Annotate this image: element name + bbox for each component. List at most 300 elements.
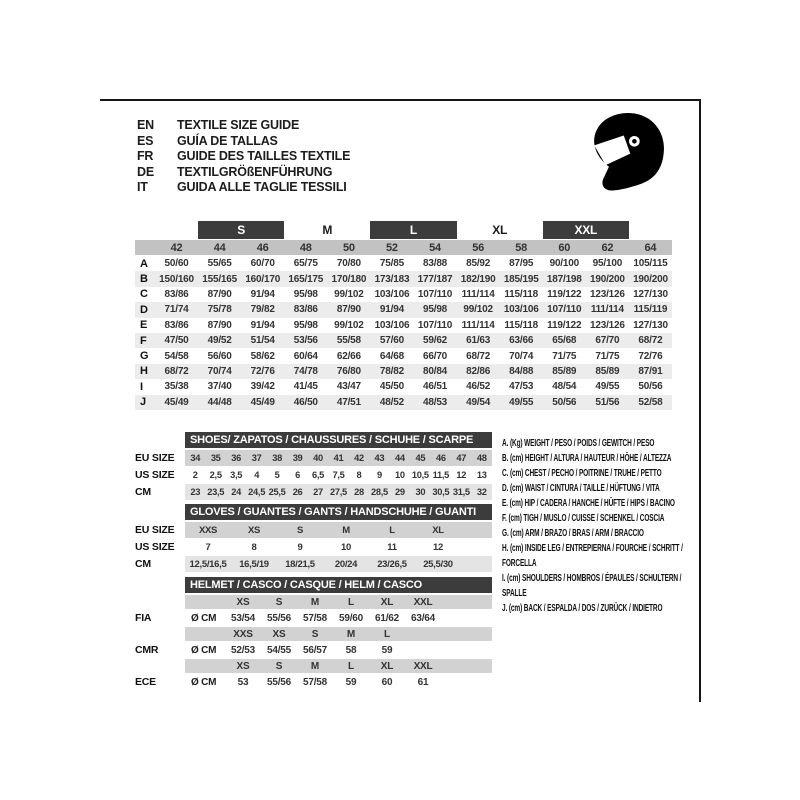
- helmet-size-cell: M: [310, 596, 320, 608]
- helmet-value-cell: 63/64: [410, 612, 436, 624]
- helmet-size-cell: XXL: [413, 596, 433, 608]
- measurement-cell: 62/66: [336, 350, 361, 362]
- measurement-cell: 90/100: [549, 258, 579, 270]
- value-cell: 31,5: [452, 487, 470, 497]
- shoes-table-rows: [135, 450, 493, 500]
- measurement-cell: 56/60: [207, 350, 232, 362]
- measurement-row: [135, 348, 672, 363]
- measurement-cell: 45/49: [164, 396, 189, 408]
- size-number-cell: 48: [299, 241, 312, 254]
- measurement-cell: 84/88: [509, 365, 534, 377]
- value-cell: 37: [251, 453, 262, 463]
- diameter-unit-label: Ø CM: [191, 644, 217, 656]
- helmet-value-cell: 55/56: [266, 612, 292, 624]
- row-label: C: [140, 288, 148, 301]
- group-spacer: [629, 221, 672, 239]
- helmet-size-cell: XXL: [413, 660, 433, 672]
- measurement-cell: 103/106: [374, 319, 410, 331]
- measurement-cell: 44/48: [207, 396, 232, 408]
- measurement-row: [135, 364, 672, 379]
- measurement-cell: 53/56: [293, 335, 318, 347]
- measurement-cell: 60/70: [250, 258, 275, 270]
- value-cell: 47: [456, 453, 467, 463]
- measurement-cell: 83/88: [423, 258, 448, 270]
- value-cell: 28,5: [370, 487, 388, 497]
- measurement-cell: 46/52: [466, 381, 491, 393]
- measurement-cell: 63/66: [509, 335, 534, 347]
- measurement-cell: 68/72: [164, 365, 189, 377]
- measurement-cell: 67/70: [595, 335, 620, 347]
- legend-item: D. (cm) WAIST / CINTURA / TAILLE / HÜFTUNG / VITA: [502, 482, 660, 494]
- value-cell: 26: [292, 487, 303, 497]
- helmet-size-cell: XS: [236, 596, 250, 608]
- measurement-cell: 50/56: [638, 381, 663, 393]
- value-cell: 7: [205, 541, 211, 553]
- value-cell: 28: [354, 487, 364, 497]
- legend-item: H. (cm) INSIDE LEG / ENTREPIERNA / FOURCHE / SCHRITT / FORCELLA: [502, 542, 683, 569]
- size-group-s: S: [198, 221, 284, 239]
- helmet-value-cell: 57/58: [302, 676, 328, 688]
- measurement-cell: 55/65: [207, 258, 232, 270]
- value-cell: 43: [374, 453, 385, 463]
- value-cell: 9: [297, 541, 303, 553]
- measurement-cell: 41/45: [293, 381, 318, 393]
- value-cell: 23: [190, 487, 201, 497]
- size-number-cell: 44: [213, 241, 226, 254]
- legend-item: A. (Kg) WEIGHT / PESO / POIDS / GEWITCH / PESO: [502, 437, 655, 449]
- value-cell: L: [389, 524, 395, 536]
- row-label: US SIZE: [135, 541, 175, 553]
- measurement-cell: 87/91: [638, 365, 663, 377]
- measurement-row: [135, 287, 672, 302]
- value-band: [185, 467, 492, 483]
- measurement-cell: 46/51: [423, 381, 448, 393]
- measurement-cell: 170/180: [331, 273, 367, 285]
- measurement-cell: 71/74: [164, 304, 189, 316]
- measurement-cell: 48/54: [552, 381, 577, 393]
- language-code: IT: [137, 180, 148, 195]
- row-label: CM: [135, 486, 151, 498]
- measurement-cell: 99/102: [463, 304, 493, 316]
- row-label: F: [140, 334, 147, 347]
- row-label: EU SIZE: [135, 524, 175, 536]
- value-cell: 40: [313, 453, 323, 463]
- helmet-value-band: [185, 642, 492, 658]
- value-cell: 9: [376, 470, 382, 480]
- helmet-value-cell: 55/56: [266, 676, 292, 688]
- helmet-value-cell: 60: [381, 676, 393, 688]
- measurement-cell: 91/94: [250, 319, 275, 331]
- measurement-cell: 95/98: [423, 304, 448, 316]
- diameter-unit-label: Ø CM: [191, 676, 217, 688]
- value-cell: 12: [456, 470, 467, 480]
- value-cell: 38: [272, 453, 282, 463]
- helmet-value-cell: 56/57: [302, 644, 328, 656]
- value-cell: XL: [432, 524, 444, 536]
- measurement-cell: 60/64: [293, 350, 318, 362]
- language-row: [137, 134, 350, 150]
- measurement-cell: 79/82: [250, 304, 275, 316]
- size-number-cell: 64: [644, 241, 657, 254]
- size-number-cell: 42: [170, 241, 183, 254]
- measurement-cell: 43/47: [336, 381, 361, 393]
- value-cell: 4: [254, 470, 260, 480]
- value-cell: M: [342, 524, 350, 536]
- measurement-cell: 46/50: [293, 396, 318, 408]
- value-cell: 7,5: [332, 470, 345, 480]
- measurement-cell: 68/72: [466, 350, 491, 362]
- measurement-cell: 115/118: [504, 288, 539, 300]
- textile-size-table: [135, 221, 672, 410]
- helmet-value-cell: 59/60: [338, 612, 364, 624]
- measurement-cell: 85/89: [595, 365, 620, 377]
- measurement-cell: 45/49: [250, 396, 275, 408]
- value-cell: 18/21,5: [285, 558, 315, 570]
- value-cell: 27,5: [330, 487, 347, 497]
- helmet-size-cell: XS: [236, 660, 250, 672]
- standard-label: ECE: [135, 676, 156, 688]
- language-title: GUIDE DES TAILLES TEXTILE: [177, 149, 351, 164]
- measurement-cell: 76/80: [336, 365, 361, 377]
- language-title: TEXTILGRÖßENFÜHRUNG: [177, 164, 333, 179]
- measurement-cell: 50/60: [164, 258, 189, 270]
- helmet-size-cell: S: [275, 596, 283, 608]
- value-cell: 32: [476, 487, 487, 497]
- measurement-cell: 87/90: [207, 288, 232, 300]
- helmet-value-cell: 52/53: [230, 644, 256, 656]
- measurement-cell: 45/50: [379, 381, 404, 393]
- value-cell: 2,5: [209, 470, 222, 480]
- value-cell: 42: [354, 453, 364, 463]
- value-cell: 12: [433, 541, 443, 553]
- measurement-cell: 103/106: [374, 288, 410, 300]
- measurement-cell: 57/60: [379, 335, 404, 347]
- size-number-cell: 46: [256, 241, 269, 254]
- value-band: [185, 484, 492, 500]
- measurement-cell: 123/126: [589, 319, 625, 331]
- measurement-cell: 87/90: [207, 319, 232, 331]
- size-number-cell: 54: [429, 241, 441, 254]
- row-label: A: [140, 257, 148, 270]
- measurement-cell: 95/98: [293, 319, 318, 331]
- measurement-cell: 127/130: [633, 288, 668, 300]
- measurement-cell: 85/92: [466, 258, 491, 270]
- measurement-cell: 190/200: [589, 273, 625, 285]
- size-row: [135, 484, 493, 500]
- helmet-value-cell: 53: [237, 676, 249, 688]
- language-title: GUIDA ALLE TAGLIE TESSILI: [177, 180, 347, 195]
- value-cell: 25,5/30: [423, 558, 453, 570]
- legend-item: I. (cm) SHOULDERS / HOMBROS / ÉPAULES / SCHULTERN / SPALLE: [502, 572, 682, 599]
- value-cell: 36: [231, 453, 242, 463]
- value-band: [185, 539, 492, 555]
- measurement-cell: 91/94: [379, 304, 404, 316]
- measurement-cell: 185/195: [503, 273, 539, 285]
- gloves-table-title: GLOVES / GUANTES / GANTS / HANDSCHUHE / GUANTI: [185, 504, 492, 520]
- measurement-cell: 95/98: [293, 288, 318, 300]
- helmet-table-title: HELMET / CASCO / CASQUE / HELM / CASCO: [185, 577, 492, 593]
- measurement-cell: 70/74: [207, 365, 232, 377]
- value-cell: 46: [435, 453, 446, 463]
- value-cell: 10: [341, 541, 351, 553]
- helmet-size-band: [185, 659, 492, 673]
- language-title-list: [137, 118, 350, 196]
- value-cell: S: [296, 524, 304, 536]
- measurement-cell: 99/102: [334, 288, 364, 300]
- language-code: DE: [137, 164, 154, 179]
- legend-item: B. (cm) HEIGHT / ALTURA / HAUTEUR / HÖHE / ALTEZZA: [502, 452, 672, 464]
- measurement-cell: 72/76: [250, 365, 275, 377]
- legend-item: C. (cm) CHEST / PECHO / POITRINE / TRUHE / PETTO: [502, 467, 662, 479]
- helmet-size-cell: XS: [272, 628, 286, 640]
- size-number-cell: 50: [342, 241, 355, 254]
- row-label-spacer: [135, 627, 185, 641]
- value-band: [185, 556, 492, 572]
- language-title: GUÍA DE TALLAS: [177, 133, 278, 148]
- measurement-cell: 82/86: [466, 365, 491, 377]
- helmet-size-cell: L: [348, 596, 354, 608]
- measurement-cell: 49/54: [466, 396, 491, 408]
- row-label: J: [140, 396, 146, 409]
- measurement-cell: 115/119: [633, 304, 668, 316]
- measurement-cell: 70/80: [336, 258, 361, 270]
- measurement-row: [135, 271, 672, 286]
- standard-label: FIA: [135, 612, 152, 624]
- measurement-cell: 111/114: [461, 288, 495, 300]
- measurement-cell: 51/56: [595, 396, 620, 408]
- measurement-cell: 71/75: [595, 350, 620, 362]
- helmet-value-band: [185, 610, 492, 626]
- value-cell: 30,5: [432, 487, 450, 497]
- legend-item: G. (cm) ARM / BRAZO / BRAS / ARM / BRACCIO: [502, 527, 644, 539]
- measurement-cell: 72/76: [638, 350, 663, 362]
- measurement-cell: 80/84: [423, 365, 448, 377]
- helmet-size-label-row: [135, 627, 493, 641]
- measurement-cell: 52/58: [638, 396, 663, 408]
- helmet-value-band: [185, 674, 492, 690]
- helmet-value-row: [135, 674, 493, 690]
- measurement-cell: 70/74: [509, 350, 534, 362]
- helmet-size-band: [185, 595, 492, 609]
- measurement-cell: 39/42: [250, 381, 275, 393]
- value-cell: 30: [415, 487, 426, 497]
- measurement-cell: 95/100: [592, 258, 623, 270]
- measurement-cell: 150/160: [159, 273, 194, 285]
- measurement-cell: 47/53: [509, 381, 534, 393]
- measurement-cell: 119/122: [547, 288, 582, 300]
- measurement-cell: 49/55: [509, 396, 534, 408]
- value-cell: 39: [292, 453, 303, 463]
- measurement-cell: 51/54: [250, 335, 275, 347]
- helmet-size-cell: S: [311, 628, 319, 640]
- size-number-cell: 62: [601, 241, 614, 254]
- helmet-value-cell: 59: [381, 644, 393, 656]
- language-title: TEXTILE SIZE GUIDE: [177, 118, 300, 132]
- measurement-cell: 47/51: [336, 396, 361, 408]
- size-row: [135, 556, 493, 572]
- size-group-xxl: XXL: [543, 221, 629, 239]
- measurement-cell: 160/170: [245, 273, 281, 285]
- measurement-cell: 74/78: [293, 365, 318, 377]
- measurement-cell: 91/94: [250, 288, 275, 300]
- measurement-cell: 111/114: [590, 304, 624, 316]
- value-cell: 5: [274, 470, 280, 480]
- row-label: EU SIZE: [135, 452, 175, 464]
- value-cell: 29: [395, 487, 405, 497]
- row-label: I: [140, 380, 143, 393]
- value-cell: 8: [356, 470, 362, 480]
- value-cell: 6,5: [312, 470, 325, 480]
- measurement-cell: 35/38: [164, 381, 189, 393]
- measurement-cell: 58/62: [250, 350, 275, 362]
- value-cell: 24: [231, 487, 242, 497]
- measurement-cell: 49/55: [595, 381, 620, 393]
- measurement-cell: 83/86: [293, 304, 318, 316]
- size-row: [135, 450, 493, 466]
- measurement-cell: 48/53: [423, 396, 448, 408]
- row-label: B: [140, 273, 148, 286]
- language-row: [137, 165, 350, 181]
- measurement-cell: 37/40: [207, 381, 232, 393]
- value-cell: 25,5: [268, 487, 286, 497]
- racing-helmet-icon: [586, 109, 668, 199]
- size-number-cell: 58: [515, 241, 528, 254]
- legend-item: F. (cm) TIGH / MUSLO / CUISSE / SCHENKEL / COSCIA: [502, 512, 665, 524]
- measurement-cell: 115/118: [504, 319, 539, 331]
- measurement-row: [135, 333, 672, 348]
- measurement-cell: 99/102: [334, 319, 364, 331]
- measurement-cell: 127/130: [633, 319, 668, 331]
- measurement-cell: 85/89: [552, 365, 577, 377]
- measurement-cell: 65/75: [293, 258, 318, 270]
- size-row: [135, 539, 493, 555]
- shoes-table-title: SHOES/ ZAPATOS / CHAUSSURES / SCHUHE / SCARPE: [185, 432, 492, 448]
- measurement-cell: 165/175: [288, 273, 324, 285]
- measurement-row: [135, 379, 672, 394]
- language-row: [137, 118, 350, 134]
- measurement-cell: 61/63: [466, 335, 491, 347]
- language-row: [137, 180, 350, 196]
- value-cell: 10: [395, 470, 405, 480]
- measurement-cell: 87/95: [509, 258, 534, 270]
- language-code: ES: [137, 133, 154, 148]
- measurement-cell: 59/62: [423, 335, 448, 347]
- value-cell: 35: [210, 453, 221, 463]
- measurement-cell: 54/58: [164, 350, 189, 362]
- row-label: CM: [135, 558, 151, 570]
- value-cell: 23,5: [207, 487, 225, 497]
- measurement-cell: 107/110: [417, 319, 453, 331]
- measurement-cell: 119/122: [547, 319, 582, 331]
- size-group-xl: XL: [492, 223, 508, 237]
- measurement-cell: 123/126: [589, 288, 625, 300]
- shoes-size-table: [135, 432, 493, 501]
- size-number-cell: 56: [472, 241, 485, 254]
- helmet-size-cell: XL: [380, 596, 394, 608]
- measurement-cell: 107/110: [417, 288, 453, 300]
- size-number-cell: 52: [386, 241, 398, 254]
- value-cell: XXS: [198, 524, 218, 536]
- value-cell: 11,5: [432, 470, 450, 480]
- value-cell: 8: [251, 541, 257, 553]
- value-cell: 2: [192, 470, 198, 480]
- measurement-cell: 64/68: [379, 350, 404, 362]
- measurement-cell: 190/200: [633, 273, 668, 285]
- helmet-value-cell: 59: [345, 676, 357, 688]
- value-cell: 20/24: [334, 558, 358, 570]
- row-label: G: [140, 350, 149, 363]
- value-cell: 12,5/16,5: [189, 558, 227, 570]
- value-cell: 27: [313, 487, 323, 497]
- row-label: D: [140, 303, 148, 316]
- value-cell: 13: [476, 470, 487, 480]
- measurement-cell: 66/70: [423, 350, 448, 362]
- measurement-row: [135, 256, 672, 271]
- helmet-value-cell: 53/54: [230, 612, 256, 624]
- row-label: US SIZE: [135, 469, 175, 481]
- measurement-cell: 107/110: [547, 304, 582, 316]
- measurement-cell: 173/183: [374, 273, 410, 285]
- gloves-size-table: [135, 504, 493, 573]
- measurement-legend: [502, 436, 702, 616]
- helmet-size-cell: S: [275, 660, 283, 672]
- legend-item: E. (cm) HIP / CADERA / HANCHE / HÜFTE / HIPS / BACINO: [502, 497, 675, 509]
- measurement-cell: 105/115: [633, 258, 668, 270]
- value-cell: 6: [295, 470, 300, 480]
- helmet-size-label-row: [135, 659, 493, 673]
- helmet-table-rows: [135, 595, 493, 690]
- measurement-cell: 182/190: [460, 273, 496, 285]
- helmet-size-cell: M: [346, 628, 356, 640]
- row-label-spacer: [135, 659, 185, 673]
- size-row: [135, 467, 493, 483]
- helmet-size-cell: M: [310, 660, 320, 672]
- value-cell: 44: [395, 453, 405, 463]
- measurement-cell: 68/72: [638, 335, 663, 347]
- diameter-unit-label: Ø CM: [191, 612, 217, 624]
- gloves-table-rows: [135, 522, 493, 572]
- helmet-value-cell: 61: [417, 676, 429, 688]
- helmet-value-row: [135, 642, 493, 658]
- measurement-cell: 47/50: [164, 335, 189, 347]
- measurement-cell: 75/78: [207, 304, 232, 316]
- measurement-cell: 50/56: [552, 396, 577, 408]
- size-number-cell: 60: [558, 241, 571, 254]
- helmet-size-band: [185, 627, 492, 641]
- measurement-cell: 83/86: [164, 288, 189, 300]
- value-cell: 23/26,5: [377, 558, 407, 570]
- value-band: [185, 522, 492, 538]
- size-group-header-row: [135, 221, 672, 239]
- standard-label: CMR: [135, 644, 159, 656]
- value-cell: 34: [190, 453, 201, 463]
- helmet-value-row: [135, 610, 493, 626]
- helmet-size-cell: L: [384, 628, 390, 640]
- helmet-size-cell: XXS: [233, 628, 253, 640]
- value-band: [185, 450, 492, 466]
- measurement-cell: 103/106: [503, 304, 539, 316]
- size-group-l: L: [370, 221, 456, 239]
- size-row: [135, 522, 493, 538]
- measurement-row: [135, 395, 672, 410]
- measurement-cell: 155/165: [202, 273, 237, 285]
- value-cell: 48: [476, 453, 487, 463]
- row-label: E: [140, 319, 148, 332]
- helmet-value-cell: 58: [345, 644, 357, 656]
- language-code: EN: [137, 118, 154, 132]
- measurement-cell: 177/187: [417, 273, 453, 285]
- value-cell: 3,5: [230, 470, 243, 480]
